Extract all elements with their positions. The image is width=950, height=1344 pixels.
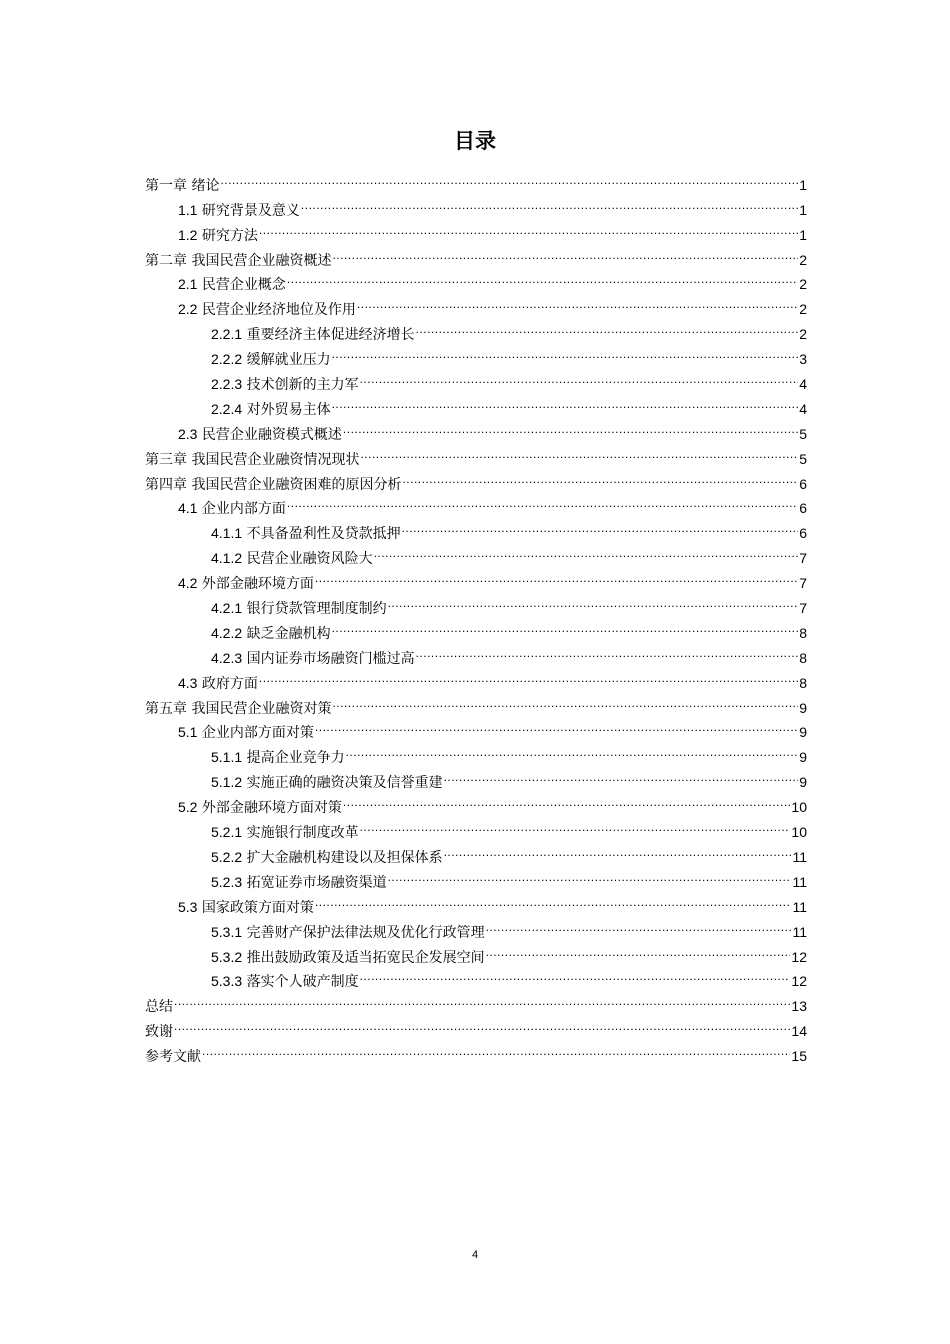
toc-entry-page: 12 [791, 973, 807, 990]
toc-entry-number: 4.2.2 [211, 624, 243, 641]
toc-entry-page: 15 [791, 1048, 807, 1065]
toc-entry-number: 4.2 [178, 575, 198, 592]
toc-entry-title [178, 795, 342, 821]
toc-entry-text: 重要经济主体促进经济增长 [246, 327, 415, 344]
toc-entry-text: 提高企业竞争力 [246, 750, 345, 767]
dot-leader [402, 513, 799, 538]
toc-entry-text: 政府方面 [201, 675, 258, 692]
toc-entry-page: 6 [799, 475, 807, 492]
toc-entry-number: 2.1 [178, 276, 198, 293]
toc-entry-title [145, 448, 359, 473]
toc-entry-text: 国内证券市场融资门槛过高 [246, 650, 415, 667]
toc-entry-text: 缓解就业压力 [246, 352, 331, 369]
toc-entry-page: 8 [799, 649, 807, 666]
toc-entry-number: 5.1 [178, 724, 198, 741]
toc-entry-text: 外部金融环境方面 [201, 576, 314, 593]
toc-entry-title [178, 895, 314, 921]
dot-leader [346, 737, 799, 762]
toc-entry-title [178, 720, 314, 746]
toc-entry-text: 参考文献 [145, 1049, 201, 1066]
toc-entry-text: 对外贸易主体 [246, 401, 331, 418]
toc-entry-number: 5.3.1 [211, 923, 243, 940]
toc-entry-text: 民营企业经济地位及作用 [201, 302, 356, 319]
toc-entry-number: 5.2.2 [211, 848, 243, 865]
dot-leader [287, 265, 798, 290]
toc-entry-page: 1 [799, 176, 807, 193]
table-of-contents [145, 165, 807, 1066]
dot-leader [416, 314, 799, 339]
toc-entry-number: 2.2.2 [211, 351, 243, 368]
toc-entry-title [178, 272, 286, 298]
toc-entry-number: 1.2 [178, 226, 198, 243]
toc-entry-page: 2 [799, 326, 807, 343]
toc-entry-text: 企业内部方面 [201, 501, 286, 518]
dot-leader [416, 638, 799, 663]
toc-entry-page: 8 [799, 624, 807, 641]
toc-entry-page: 11 [792, 873, 807, 890]
toc-entry-text: 民营企业融资风险大 [246, 551, 373, 568]
toc-entry-text: 第一章 绪论 [145, 177, 220, 194]
toc-entry[interactable] [145, 1036, 807, 1066]
toc-entry-text: 总结 [145, 999, 173, 1016]
toc-entry-title [145, 1045, 201, 1070]
toc-entry-text: 落实个人破产制度 [246, 974, 359, 991]
toc-entry-title [211, 621, 331, 647]
toc-entry-title [178, 671, 258, 697]
toc-entry-number: 4.2.1 [211, 600, 243, 617]
toc-entry-text: 企业内部方面对策 [201, 725, 314, 742]
toc-entry-text: 研究背景及意义 [201, 202, 300, 219]
dot-leader [343, 787, 791, 812]
dot-leader [374, 538, 799, 563]
toc-entry-title [145, 1020, 173, 1045]
dot-leader [388, 588, 799, 613]
dot-leader [360, 364, 799, 389]
toc-entry-page: 7 [799, 550, 807, 567]
toc-entry-page: 8 [799, 674, 807, 691]
toc-entry-number: 4.1.2 [211, 550, 243, 567]
toc-entry[interactable] [145, 190, 807, 219]
dot-leader [343, 414, 798, 439]
dot-leader [360, 812, 791, 837]
dot-leader [315, 887, 792, 912]
dot-leader [220, 165, 798, 190]
dot-leader [332, 613, 799, 638]
toc-entry-title [178, 223, 258, 249]
toc-entry-page: 7 [799, 600, 807, 617]
dot-leader [360, 962, 791, 987]
toc-entry-page: 5 [799, 450, 807, 467]
toc-entry-page: 9 [799, 774, 807, 791]
toc-entry-page: 4 [799, 400, 807, 417]
toc-entry-title [178, 297, 356, 323]
toc-entry-text: 完善财产保护法律法规及优化行政管理 [246, 924, 485, 941]
toc-entry-number: 2.2.1 [211, 326, 243, 343]
toc-entry-number: 5.3.3 [211, 973, 243, 990]
toc-entry-page: 10 [791, 824, 807, 841]
page-number: 4 [471, 1249, 479, 1261]
toc-entry-number: 5.1.2 [211, 774, 243, 791]
dot-leader [174, 1011, 790, 1036]
toc-entry-text: 第三章 我国民营企业融资情况现状 [145, 451, 360, 468]
toc-entry-text: 致谢 [145, 1024, 173, 1041]
toc-entry-text: 研究方法 [201, 227, 258, 244]
toc-entry-title [211, 920, 485, 946]
toc-entry-page: 12 [791, 948, 807, 965]
toc-entry-page: 9 [799, 749, 807, 766]
toc-entry-number: 5.3 [178, 898, 198, 915]
dot-leader [332, 240, 798, 265]
toc-entry-text: 银行贷款管理制度制约 [246, 601, 387, 618]
toc-entry-title [211, 521, 401, 547]
toc-entry-number: 4.1 [178, 500, 198, 517]
toc-entry-text: 第五章 我国民营企业融资对策 [145, 700, 332, 717]
toc-heading: 目录 [454, 129, 496, 153]
toc-entry-page: 5 [799, 425, 807, 442]
toc-entry-text: 实施银行制度改革 [246, 825, 359, 842]
toc-entry-title [145, 697, 331, 722]
toc-entry-text: 外部金融环境方面对策 [201, 800, 342, 817]
dot-leader [315, 713, 798, 738]
dot-leader [486, 937, 791, 962]
toc-entry-page: 10 [791, 799, 807, 816]
toc-entry-text: 民营企业概念 [201, 277, 286, 294]
toc-entry-page: 7 [799, 575, 807, 592]
toc-entry-page: 11 [792, 848, 807, 865]
toc-entry-text: 实施正确的融资决策及信誉重建 [246, 775, 443, 792]
dot-leader [357, 289, 798, 314]
toc-entry-title [211, 820, 359, 846]
toc-entry-title [211, 745, 345, 771]
toc-entry-page: 6 [799, 500, 807, 517]
dot-leader [259, 663, 798, 688]
dot-leader [444, 762, 799, 787]
toc-entry-title [145, 995, 173, 1020]
toc-entry-text: 民营企业融资模式概述 [201, 426, 342, 443]
toc-entry-page: 1 [799, 201, 807, 218]
toc-entry-page: 1 [799, 226, 807, 243]
dot-leader [301, 190, 798, 215]
toc-entry-number: 2.2 [178, 301, 198, 318]
toc-entry-page: 11 [792, 898, 807, 915]
toc-entry-page: 14 [791, 1023, 807, 1040]
toc-entry-number: 2.2.3 [211, 376, 243, 393]
toc-entry-page: 11 [792, 923, 807, 940]
dot-leader [202, 1036, 790, 1061]
toc-entry-title [178, 496, 286, 522]
toc-entry-number: 2.2.4 [211, 400, 243, 417]
toc-entry-text: 技术创新的主力军 [246, 377, 359, 394]
toc-entry-number: 4.3 [178, 674, 198, 691]
toc-entry-page: 2 [799, 251, 807, 268]
toc-entry-number: 1.1 [178, 201, 198, 218]
dot-leader [174, 986, 790, 1011]
toc-entry-page: 3 [799, 351, 807, 368]
toc-entry-text: 第二章 我国民营企业融资概述 [145, 252, 332, 269]
dot-leader [315, 563, 798, 588]
dot-leader [486, 912, 792, 937]
toc-entry-text: 不具备盈利性及贷款抵押 [246, 526, 401, 543]
dot-leader [332, 389, 799, 414]
toc-entry-title [211, 347, 331, 373]
toc-entry-page: 6 [799, 525, 807, 542]
toc-entry-number: 4.1.1 [211, 525, 243, 542]
dot-leader [259, 215, 798, 240]
toc-entry-text: 缺乏金融机构 [246, 625, 331, 642]
toc-entry-text: 国家政策方面对策 [201, 899, 314, 916]
toc-entry-page: 9 [799, 699, 807, 716]
toc-entry-page: 13 [791, 998, 807, 1015]
dot-leader [388, 862, 792, 887]
toc-entry-page: 2 [799, 301, 807, 318]
toc-entry-page: 9 [799, 724, 807, 741]
toc-entry-number: 5.2.3 [211, 873, 243, 890]
toc-entry-number: 5.2 [178, 799, 198, 816]
toc-entry-text: 第四章 我国民营企业融资困难的原因分析 [145, 476, 402, 493]
dot-leader [287, 489, 798, 514]
toc-entry-page: 2 [799, 276, 807, 293]
toc-entry-title [211, 397, 331, 423]
dot-leader [332, 688, 798, 713]
toc-entry-number: 5.3.2 [211, 948, 243, 965]
toc-entry-number: 5.1.1 [211, 749, 243, 766]
toc-entry-number: 5.2.1 [211, 824, 243, 841]
toc-entry[interactable] [145, 1011, 807, 1041]
dot-leader [444, 837, 792, 862]
toc-entry-title [178, 571, 314, 597]
toc-entry-title [178, 422, 342, 448]
toc-entry[interactable] [145, 165, 807, 194]
dot-leader [332, 339, 799, 364]
toc-entry-number: 4.2.3 [211, 649, 243, 666]
toc-entry-text: 扩大金融机构建设以及担保体系 [246, 849, 443, 866]
toc-entry-page: 4 [799, 376, 807, 393]
toc-entry[interactable] [145, 986, 807, 1016]
toc-entry-text: 拓宽证券市场融资渠道 [246, 874, 387, 891]
dot-leader [402, 464, 798, 489]
toc-entry-text: 推出鼓励政策及适当拓宽民企发展空间 [246, 949, 485, 966]
toc-entry-number: 2.3 [178, 425, 198, 442]
dot-leader [360, 439, 798, 464]
toc-entry-title [145, 174, 219, 199]
